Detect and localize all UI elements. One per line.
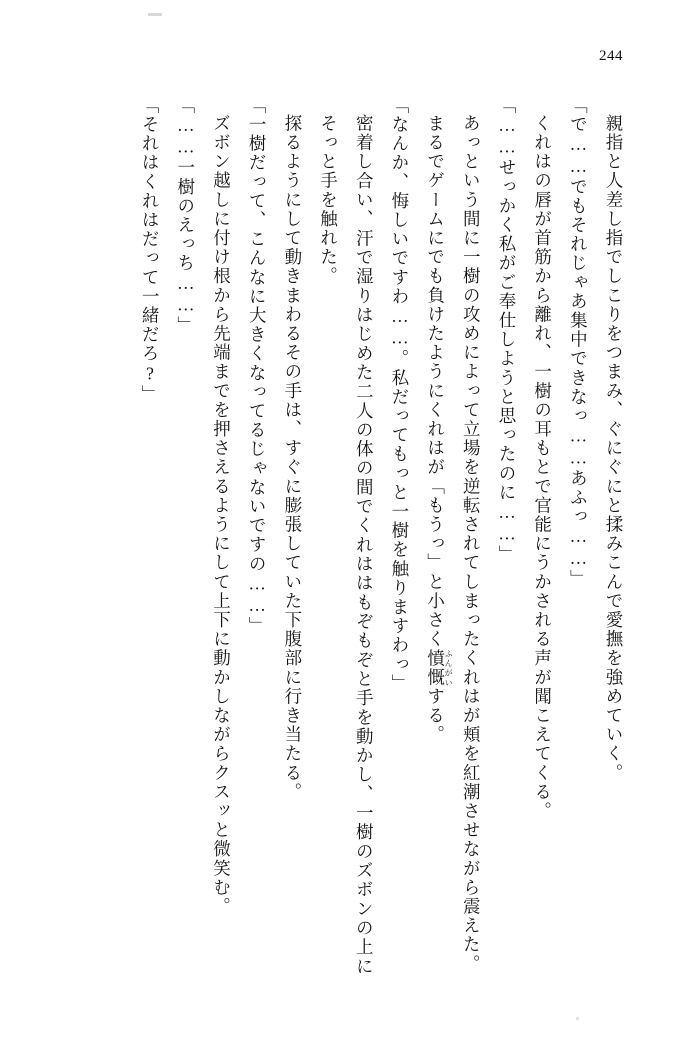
ruby-annotation: 憤慨ふんがい (425, 648, 454, 688)
paragraph: 「……せっかく私がご奉仕しようと思ったのに……」 (496, 96, 517, 565)
paragraph: 「一樹だって、こんなに大きくなってるじゃないですの……」 (247, 96, 268, 636)
spine-mark (148, 13, 162, 16)
paragraph: 「それはくれはだって一緒だろ?」 (140, 96, 161, 405)
paragraph: あっという間に一樹の攻めによって立場を逆転されてしまったくれはが頬を紅潮させながら震えた。 (461, 114, 482, 974)
paragraph: 密着し合い、汗で湿りはじめた二人の体の間でくれははもぞもぞと手を動かし、一樹のズボンの上にそっと手を触れた。 (318, 114, 375, 976)
paragraph: くれはの唇が首筋から離れ、一樹の耳もとで官能にうかされる声が聞こえてくる。 (532, 114, 553, 821)
page-body-text (62, 96, 631, 976)
paragraph: 「で……でもそれじゃあ集中できなっ……あふっ……」 (568, 96, 589, 589)
page-number: 244 (599, 48, 623, 64)
paragraph: まるでゲームにでも負けたようにくれはが「もうっ」と小さく憤慨ふんがいする。 (425, 114, 454, 745)
paragraph: ズボン越しに付け根から先端までを押さえるようにして上下に動かしながらクスッと微笑む。 (211, 114, 232, 917)
paragraph: 探るようにして動きまわるその手は、すぐに膨張していた下腹部に行き当たる。 (282, 114, 303, 802)
corner-mark (576, 1017, 579, 1020)
paragraph: 親指と人差し指でしこりをつまみ、ぐにぐにと揉みこんで愛撫を強めていく。 (604, 114, 624, 783)
paragraph: 「……一樹のえっち……」 (175, 96, 196, 336)
paragraph: 「なんか、悔しいですわ……。私だってもっと一樹を触りますわっ」 (389, 96, 410, 694)
